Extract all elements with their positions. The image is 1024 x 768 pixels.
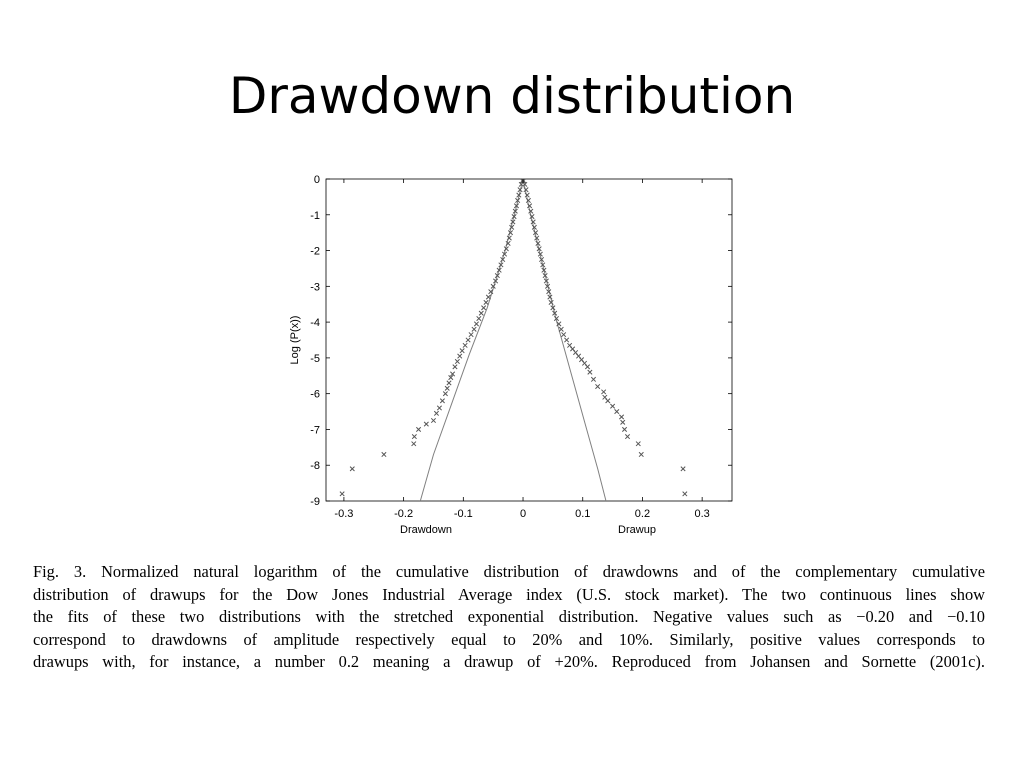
caption-line: correspond to drawdowns of amplitude respectively equal to 20% and 10%. Similarly, positive values corresponds to [33, 629, 985, 649]
figure-caption [33, 561, 985, 674]
y-tick-label: -8 [310, 460, 320, 473]
caption-line: drawups with, for instance, a number 0.2 meaning a drawup of +20%. Reproduced from Johansen and Sornette (2001c). [33, 652, 985, 672]
y-tick-label: -3 [310, 281, 320, 294]
chart-figure [270, 165, 750, 545]
x-tick-label: 0.1 [575, 508, 591, 520]
y-tick-label: -6 [310, 388, 320, 401]
y-tick-label: 0 [313, 174, 320, 186]
caption-line: distribution of drawups for the Dow Jones Industrial Average index (U.S. stock market). The two continuous lines show [33, 584, 985, 604]
x-tick-label: 0 [519, 508, 527, 520]
chart-svg [270, 165, 750, 545]
caption-line: the fits of these two distributions with the stretched exponential distribution. Negative values such as −0.20 and −0.10 [33, 607, 985, 627]
x-tick-label: 0.3 [694, 508, 710, 520]
x-tick-label: -0.1 [453, 508, 473, 520]
x-tick-label: -0.2 [394, 508, 414, 520]
y-tick-label: -1 [310, 209, 320, 222]
plot-frame [326, 179, 732, 501]
y-tick-label: -4 [310, 317, 320, 330]
y-tick-label: -5 [310, 352, 320, 365]
y-axis-label: Log (P(x)) [289, 315, 301, 365]
x-tick-label: -0.3 [334, 508, 354, 520]
y-tick-label: -9 [310, 496, 320, 508]
x-axis-label-drawdown: Drawdown [400, 524, 452, 536]
caption-line: Fig. 3. Normalized natural logarithm of the cumulative distribution of drawdowns and of the complementary cumulative [33, 562, 985, 581]
slide-title: Drawdown distribution [228, 67, 796, 125]
y-tick-label: -7 [310, 424, 320, 437]
x-axis-label-drawup: Drawup [618, 524, 656, 536]
y-tick-label: -2 [310, 245, 320, 258]
x-tick-label: 0.2 [634, 508, 651, 520]
